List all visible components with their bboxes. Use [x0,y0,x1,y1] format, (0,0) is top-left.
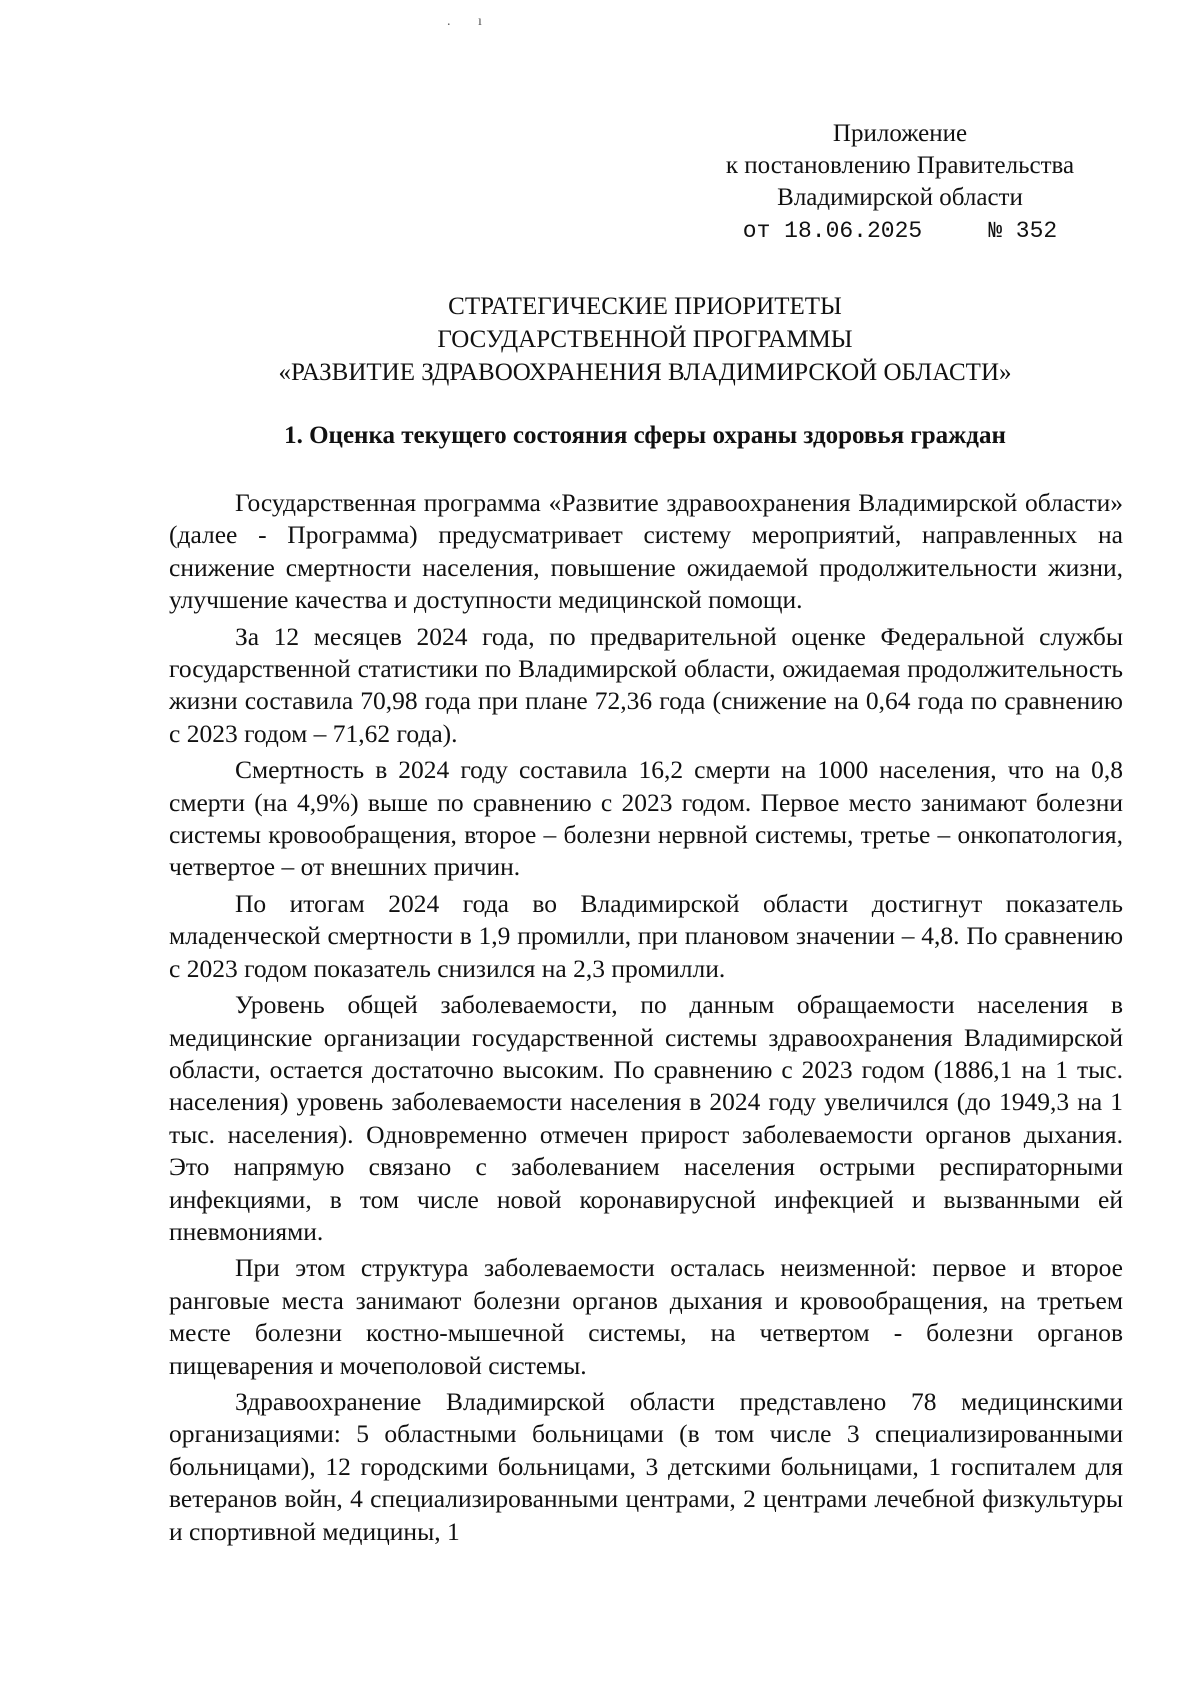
document-title [100,290,1190,389]
appendix-block [620,118,1180,247]
title-line-2: ГОСУДАРСТВЕННОЙ ПРОГРАММЫ [437,326,853,353]
paragraph: Здравоохранение Владимирской области представлено 78 медицинскими организациями: 5 областными больницами (в том числе 3 специализированными больницами), 12 городскими больницами, 3 детскими больницами, 1 госпиталем для ветеранов войн, 4 специализированными центрами, 2 центрами лечебной физкультуры и спортивной медицины, 1 [169,1386,1123,1546]
paragraph: Государственная программа «Развитие здравоохранения Владимирской области» (далее - Программа) предусматривает систему мероприятий, направленных на снижение смертности населения, повышение ожидаемой продолжительности жизни, улучшение качества и доступности медицинской помощи. [169,488,1123,615]
appendix-date-number [620,215,1180,247]
appendix-label: Приложение [832,120,968,147]
appendix-region: Владимирской области [777,184,1023,211]
paragraph: При этом структура заболеваемости осталась неизменной: первое и второе ранговые места занимают болезни органов дыхания и кровообращения, на третьем месте болезни костно-мышечной системы, на четвертом - болезни органов пищеварения и мочеполовой системы. [169,1253,1123,1380]
paragraph: Уровень общей заболеваемости, по данным обращаемости населения в медицинские организации государственной системы здравоохранения Владимирской области, остается достаточно высоким. По сравнению с 2023 годом (1886,1 на 1 тыс. населения) уровень заболеваемости населения в 2024 году увеличился (до 1949,3 на 1 тыс. населения). Одновременно отмечен прирост заболеваемости органов дыхания. Это напрямую связано с заболеванием населения острыми респираторными инфекциями, в том числе новой коронавирусной инфекцией и вызванными ей пневмониями. [169,990,1123,1246]
paragraph: За 12 месяцев 2024 года, по предварительной оценке Федеральной службы государственной статистики по Владимирской области, ожидаемая продолжительность жизни составила 70,98 года при плане 72,36 года (снижение на 0,64 года по сравнению с 2023 годом – 71,62 года). [169,621,1123,748]
scan-artifact: . ı [447,14,494,29]
appendix-number: № 352 [988,218,1058,244]
section-body [169,487,1123,1548]
appendix-resolution-ref: к постановлению Правительства [725,152,1075,179]
paragraph: Смертность в 2024 году составила 16,2 смерти на 1000 населения, что на 0,8 смерти (на 4,9%) выше по сравнению с 2023 годом. Первое место занимают болезни системы кровообращения, второе – болезни нервной системы, третье – онкопатология, четвертое – от внешних причин. [169,755,1123,882]
title-line-1: СТРАТЕГИЧЕСКИЕ ПРИОРИТЕТЫ [448,293,842,320]
title-line-3: «РАЗВИТИЕ ЗДРАВООХРАНЕНИЯ ВЛАДИМИРСКОЙ ОБЛАСТИ» [278,359,1012,386]
appendix-date: от 18.06.2025 [742,218,923,244]
section-heading: 1. Оценка текущего состояния сферы охраны здоровья граждан [284,422,1006,449]
paragraph: По итогам 2024 года во Владимирской области достигнут показатель младенческой смертности в 1,9 промилли, при плановом значении – 4,8. По сравнению с 2023 годом показатель снизился на 2,3 промилли. [169,888,1123,983]
